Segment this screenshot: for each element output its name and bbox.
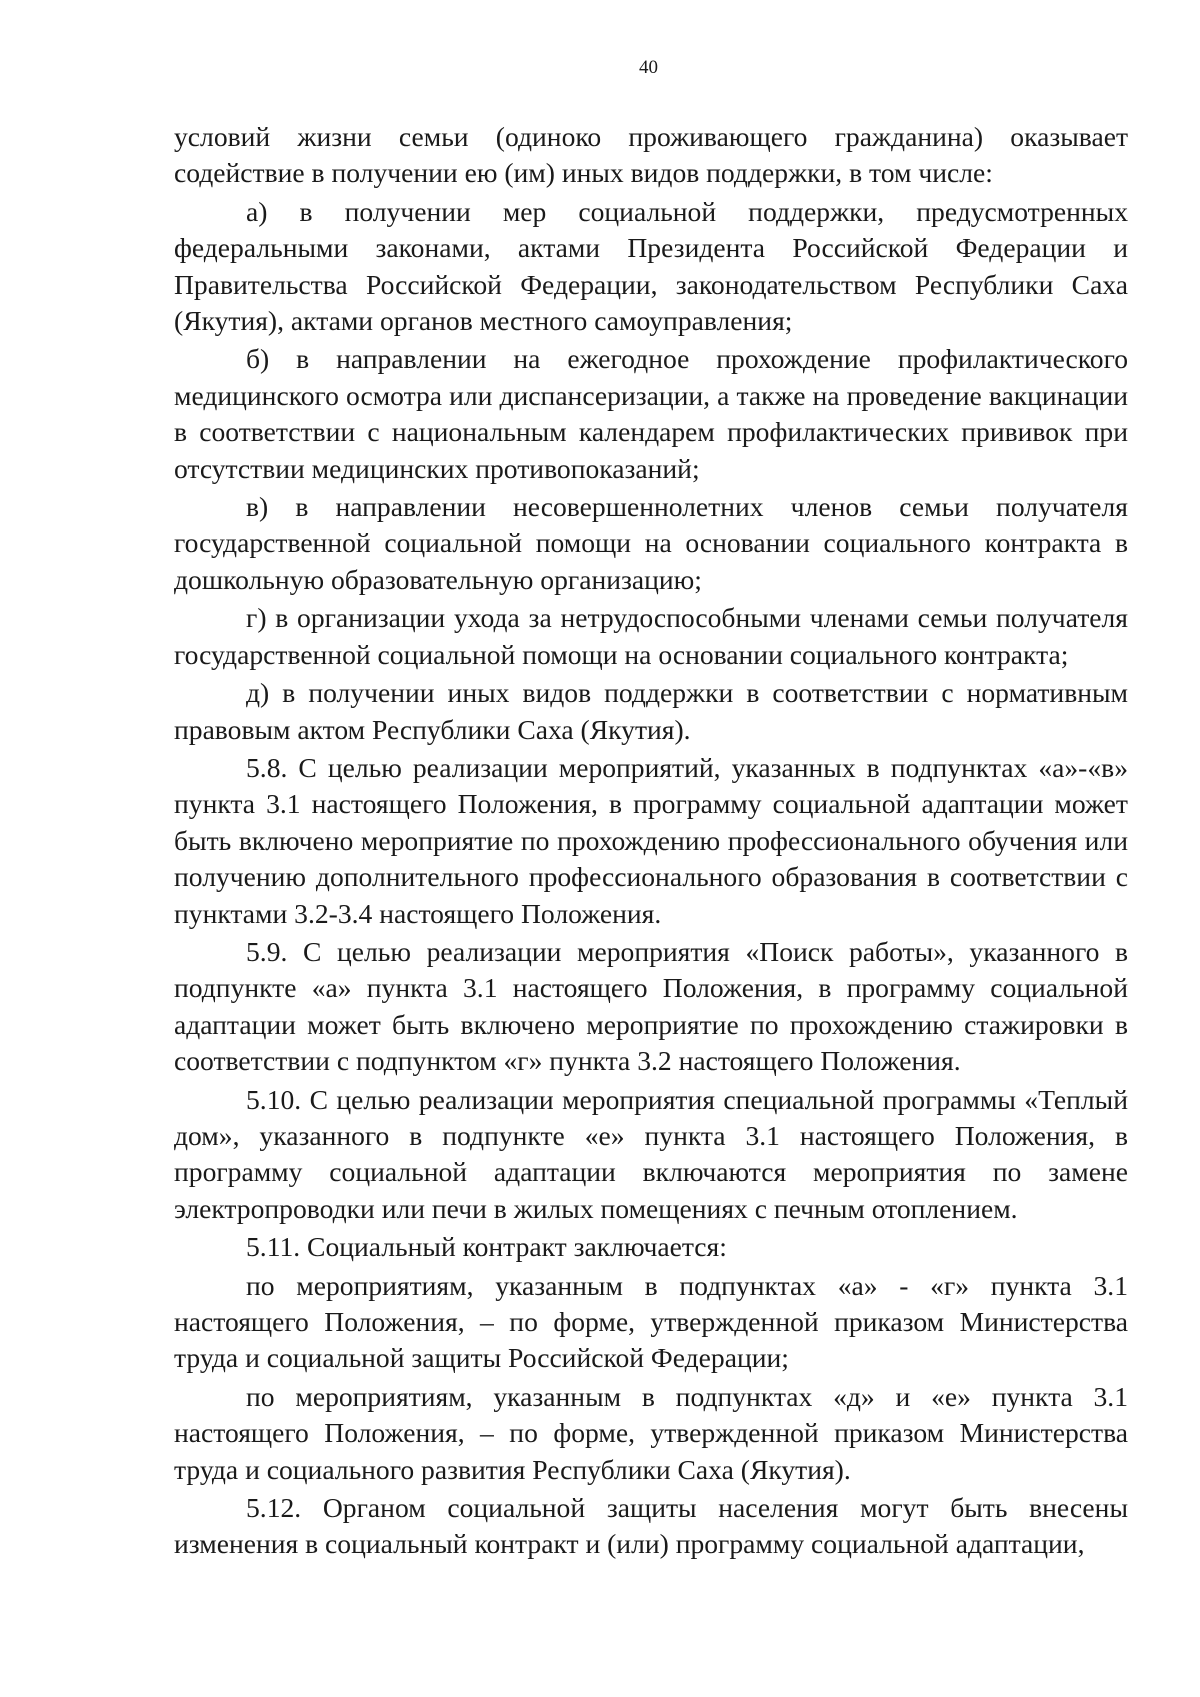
paragraph: 5.10. С целью реализации мероприятия специальной программы «Теплый дом», указанного в подпункте «е» пункта 3.1 настоящего Положения, в программу социальной адаптации включаются мероприятия по замене электропроводки или печи в жилых помещениях с печным отоплением. <box>174 1083 1128 1224</box>
page-number: 40 <box>639 57 658 78</box>
paragraph: б) в направлении на ежегодное прохождение профилактического медицинского осмотра или диспансеризации, а также на проведение вакцинации в соответствии с национальным календарем профилактических прививок при отсутствии медицинских противопоказаний; <box>174 343 1128 484</box>
paragraph: г) в организации ухода за нетрудоспособными членами семьи получателя государственной социальной помощи на основании социального контракта; <box>174 602 1128 670</box>
paragraph: д) в получении иных видов поддержки в соответствии с нормативным правовым актом Республики Саха (Якутия). <box>174 677 1128 745</box>
document-body <box>174 119 1128 1565</box>
paragraph: по мероприятиям, указанным в подпунктах «д» и «е» пункта 3.1 настоящего Положения, – по форме, утвержденной приказом Министерства труда и социального развития Республики Саха (Якутия). <box>174 1380 1128 1485</box>
paragraph: по мероприятиям, указанным в подпунктах «а» - «г» пункта 3.1 настоящего Положения, – по форме, утвержденной приказом Министерства труда и социальной защиты Российской Федерации; <box>174 1269 1128 1374</box>
paragraph: условий жизни семьи (одиноко проживающего гражданина) оказывает содействие в получении ею (им) иных видов поддержки, в том числе: <box>174 121 1128 189</box>
paragraph: в) в направлении несовершеннолетних членов семьи получателя государственной социальной помощи на основании социального контракта в дошкольную образовательную организацию; <box>174 491 1128 595</box>
paragraph: 5.11. Социальный контракт заключается: <box>246 1231 727 1263</box>
paragraph: 5.9. С целью реализации мероприятия «Поиск работы», указанного в подпункте «а» пункта 3.1 настоящего Положения, в программу социальной адаптации может быть включено мероприятие по прохождению стажировки в соответствии с подпунктом «г» пункта 3.2 настоящего Положения. <box>174 935 1128 1077</box>
paragraph: а) в получении мер социальной поддержки, предусмотренных федеральными законами, актами Президента Российской Федерации и Правительства Российской Федерации, законодательством Республики Саха (Якутия), актами органов местного самоуправления; <box>174 195 1128 337</box>
paragraph: 5.8. С целью реализации мероприятий, указанных в подпунктах «а»-«в» пункта 3.1 настоящего Положения, в программу социальной адаптации может быть включено мероприятие по прохождению профессионального обучения или получению дополнительного профессионального образования в соответствии с пунктами 3.2-3.4 настоящего Положения. <box>174 751 1128 929</box>
paragraph: 5.12. Органом социальной защиты населения могут быть внесены изменения в социальный контракт и (или) программу социальной адаптации, <box>174 1492 1128 1560</box>
